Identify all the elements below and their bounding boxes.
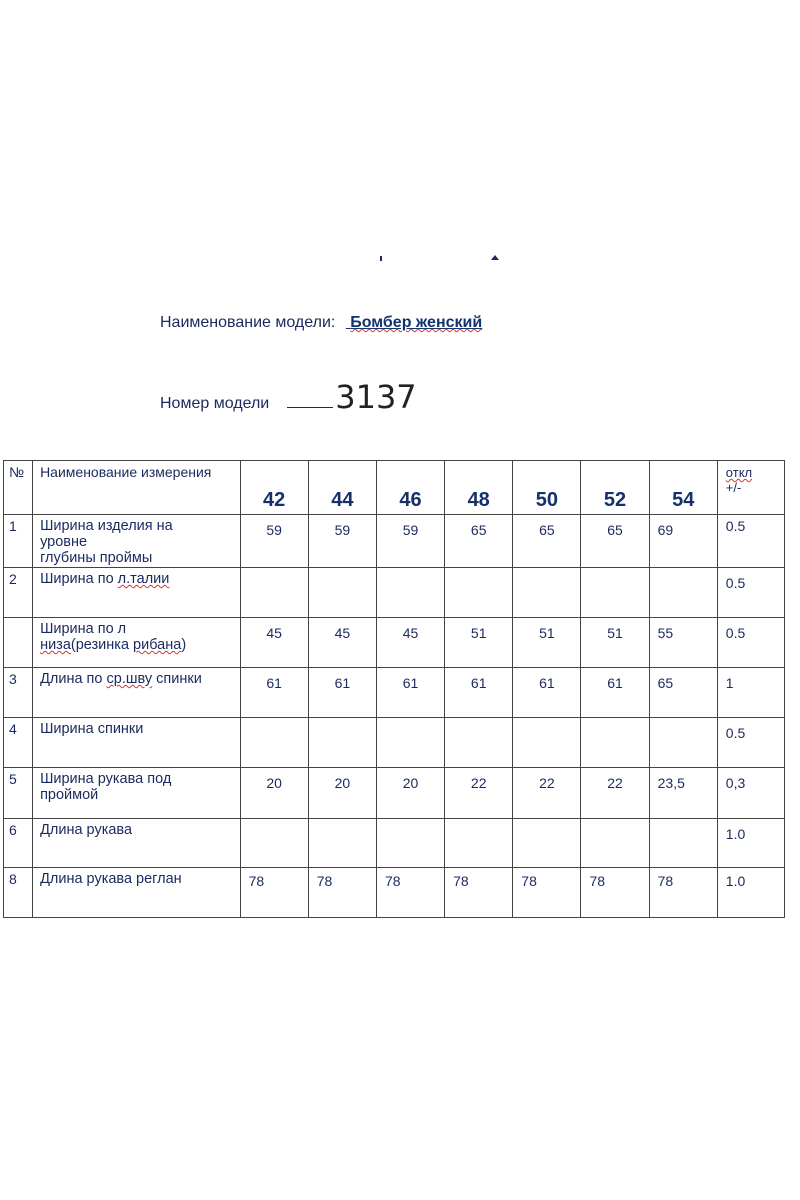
header-number: № [4, 461, 33, 515]
header-size: 46 [376, 461, 444, 515]
row-value: 61 [445, 668, 513, 718]
header-measurement-name: Наименование измерения [33, 461, 241, 515]
blank-line [287, 407, 333, 408]
row-value: 51 [445, 618, 513, 668]
row-value: 59 [376, 515, 444, 568]
table-row [4, 668, 785, 718]
row-value [649, 819, 717, 868]
row-value [376, 718, 444, 768]
row-value [445, 568, 513, 618]
row-value [308, 819, 376, 868]
table-header-row [4, 461, 785, 515]
row-value: 23,5 [649, 768, 717, 819]
row-value [240, 568, 308, 618]
row-number: 3 [4, 668, 33, 718]
row-value [240, 819, 308, 868]
row-number: 6 [4, 819, 33, 868]
stray-mark [380, 256, 382, 261]
row-value: 45 [376, 618, 444, 668]
row-name: Ширина рукава под проймой [33, 768, 241, 819]
header-size: 44 [308, 461, 376, 515]
row-value [445, 718, 513, 768]
row-value: 61 [376, 668, 444, 718]
measurement-table [3, 460, 785, 918]
row-number: 4 [4, 718, 33, 768]
table-row [4, 768, 785, 819]
row-tolerance: 0.5 [717, 568, 784, 618]
row-value: 65 [649, 668, 717, 718]
row-value: 45 [308, 618, 376, 668]
row-value: 78 [308, 868, 376, 918]
header-size: 48 [445, 461, 513, 515]
row-value: 59 [308, 515, 376, 568]
row-value: 78 [240, 868, 308, 918]
row-value: 69 [649, 515, 717, 568]
row-value: 78 [376, 868, 444, 918]
row-tolerance: 1.0 [717, 868, 784, 918]
row-value: 61 [240, 668, 308, 718]
model-number-label: Номер модели [160, 395, 270, 412]
row-name: Длина рукава [33, 819, 241, 868]
row-number: 2 [4, 568, 33, 618]
table-row [4, 618, 785, 668]
row-value: 45 [240, 618, 308, 668]
row-value [581, 819, 649, 868]
row-value: 78 [649, 868, 717, 918]
header-size: 54 [649, 461, 717, 515]
row-value [513, 819, 581, 868]
row-value: 20 [240, 768, 308, 819]
row-value: 61 [308, 668, 376, 718]
row-name: Длина рукава реглан [33, 868, 241, 918]
row-value: 51 [581, 618, 649, 668]
row-tolerance: 0.5 [717, 515, 784, 568]
row-value [308, 718, 376, 768]
row-value [581, 718, 649, 768]
row-value: 22 [581, 768, 649, 819]
row-value: 22 [513, 768, 581, 819]
model-name-line [160, 314, 482, 332]
row-value: 20 [308, 768, 376, 819]
row-value: 78 [445, 868, 513, 918]
row-tolerance: 0,3 [717, 768, 784, 819]
row-name: Ширина изделия на уровне глубины проймы [33, 515, 241, 568]
row-value [513, 718, 581, 768]
row-value [376, 819, 444, 868]
model-name-label: Наименование модели: [160, 314, 336, 331]
row-tolerance: 0.5 [717, 618, 784, 668]
row-value [308, 568, 376, 618]
row-value: 65 [513, 515, 581, 568]
row-number: 1 [4, 515, 33, 568]
row-tolerance: 0.5 [717, 718, 784, 768]
row-value [240, 718, 308, 768]
row-name: Ширина спинки [33, 718, 241, 768]
row-value [581, 568, 649, 618]
row-value: 55 [649, 618, 717, 668]
row-number [4, 618, 33, 668]
table-row [4, 568, 785, 618]
row-number: 8 [4, 868, 33, 918]
row-value [649, 568, 717, 618]
row-value: 59 [240, 515, 308, 568]
row-name: Ширина по л низа(резинка рибана) [33, 618, 241, 668]
row-value: 22 [445, 768, 513, 819]
row-value [649, 718, 717, 768]
row-value [376, 568, 444, 618]
header-size: 50 [513, 461, 581, 515]
stray-mark [491, 255, 499, 260]
model-name-value: Бомбер женский [350, 314, 483, 331]
row-value: 65 [445, 515, 513, 568]
table-row [4, 718, 785, 768]
row-name: Ширина по л.талии [33, 568, 241, 618]
model-number-value: 3137 [335, 378, 417, 416]
row-number: 5 [4, 768, 33, 819]
row-value: 51 [513, 618, 581, 668]
row-value [513, 568, 581, 618]
row-value [445, 819, 513, 868]
row-tolerance: 1.0 [717, 819, 784, 868]
row-value: 61 [513, 668, 581, 718]
header-size: 42 [240, 461, 308, 515]
table-row [4, 868, 785, 918]
row-value: 65 [581, 515, 649, 568]
row-value: 78 [581, 868, 649, 918]
header-tolerance: откл +/- [717, 461, 784, 515]
model-number-line [160, 378, 417, 416]
row-tolerance: 1 [717, 668, 784, 718]
header-size: 52 [581, 461, 649, 515]
row-name: Длина по ср.шву спинки [33, 668, 241, 718]
table-row [4, 819, 785, 868]
row-value: 20 [376, 768, 444, 819]
row-value: 61 [581, 668, 649, 718]
row-value: 78 [513, 868, 581, 918]
table-row [4, 515, 785, 568]
